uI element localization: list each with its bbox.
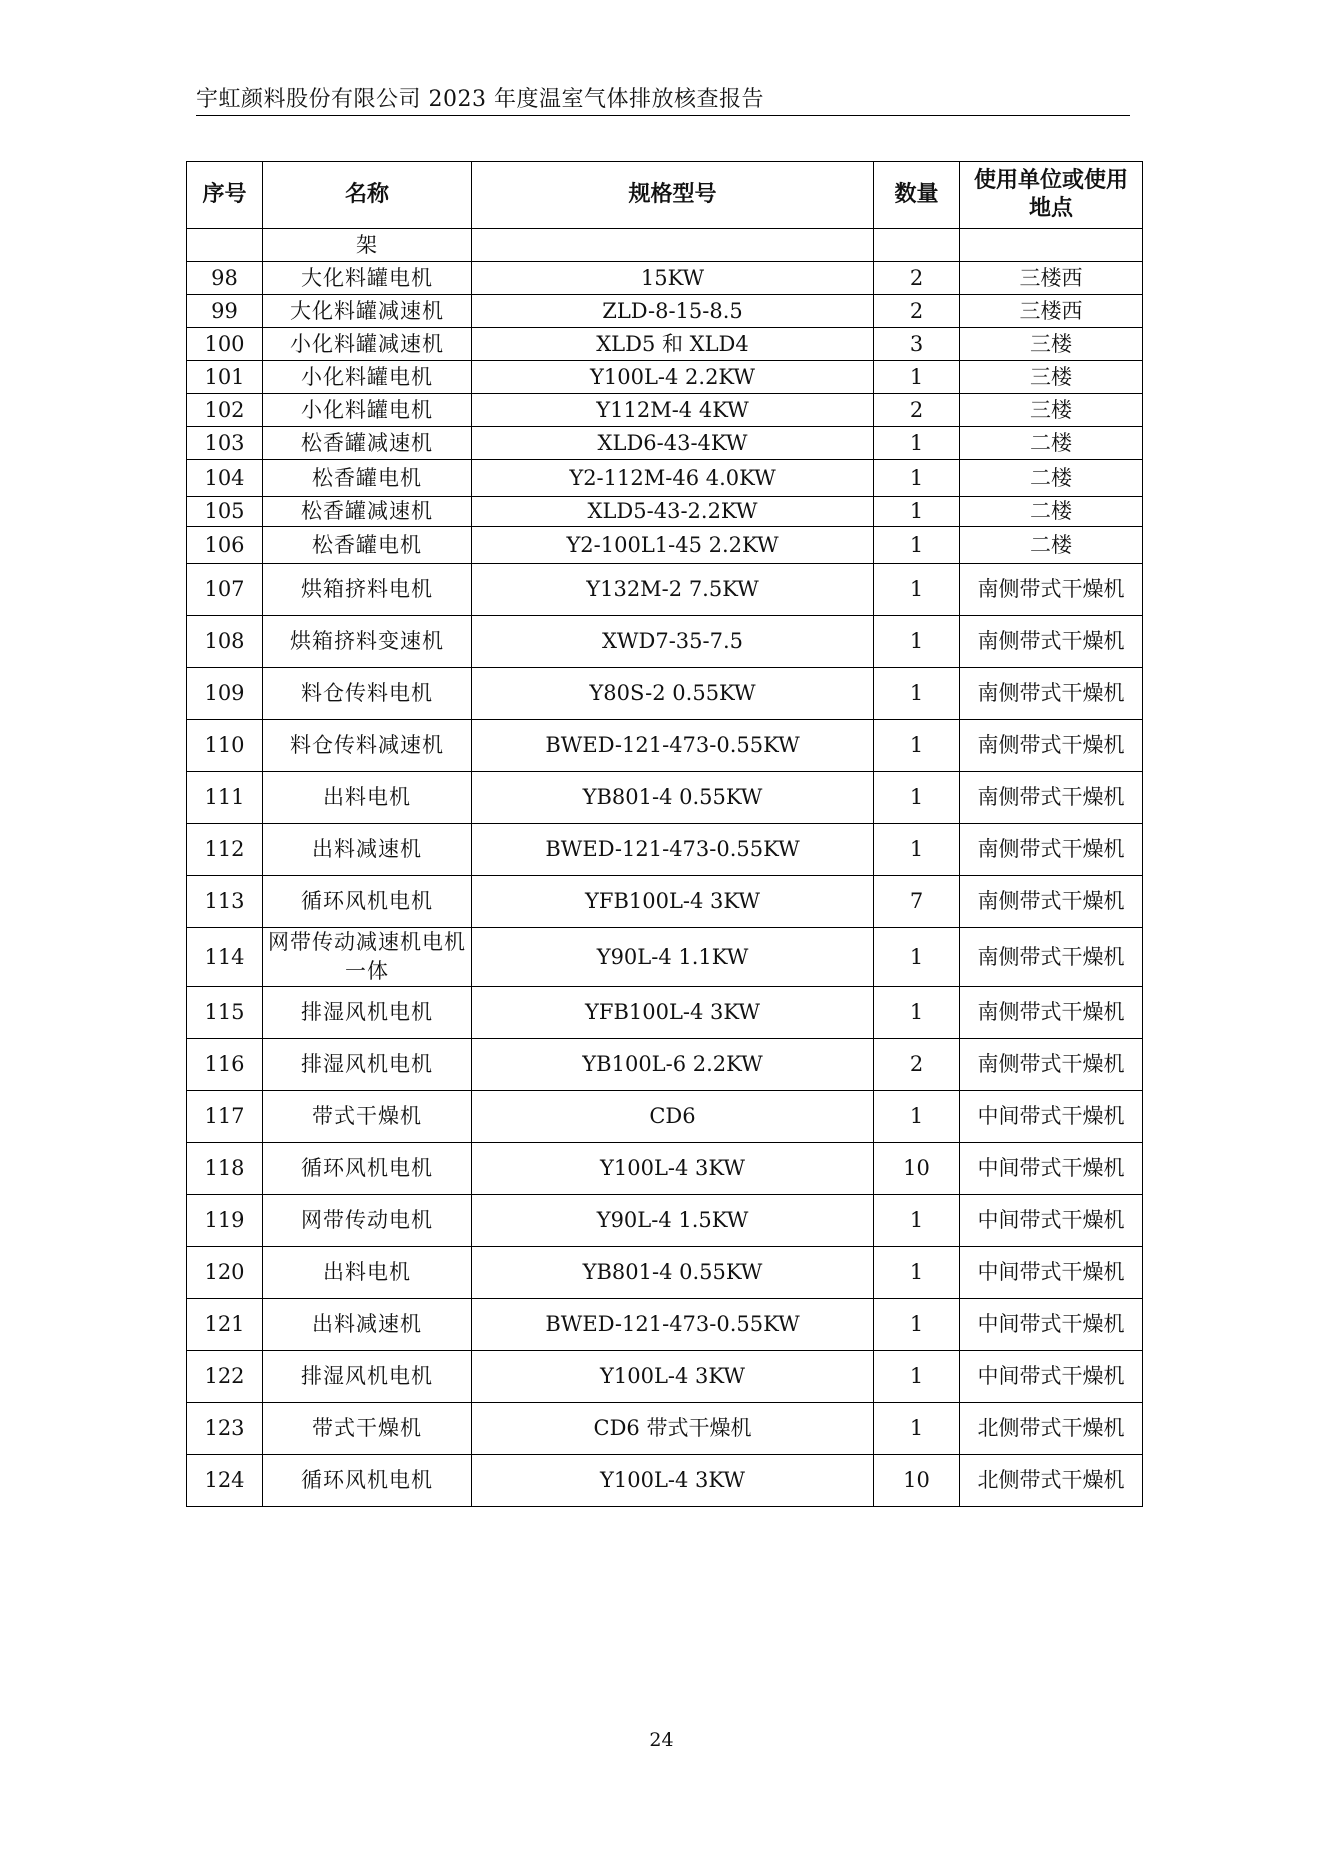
cell-no: 121: [187, 1299, 263, 1351]
cell-name: 出料减速机: [263, 1299, 472, 1351]
table-row: [187, 460, 1143, 497]
cell-spec: BWED-121-473-0.55KW: [472, 1299, 874, 1351]
table-row: [187, 772, 1143, 824]
cell-qty: 2: [874, 394, 960, 427]
cell-no: 118: [187, 1143, 263, 1195]
cell-spec: CD6: [472, 1091, 874, 1143]
cell-name: 出料电机: [263, 772, 472, 824]
cell-spec: Y100L-4 3KW: [472, 1143, 874, 1195]
cell-location: 南侧带式干燥机: [960, 928, 1143, 987]
cell-no: 124: [187, 1455, 263, 1507]
cell-qty: 1: [874, 1299, 960, 1351]
cell-spec: Y132M-2 7.5KW: [472, 564, 874, 616]
cell-qty: 1: [874, 427, 960, 460]
cell-no: 109: [187, 668, 263, 720]
cell-spec: Y80S-2 0.55KW: [472, 668, 874, 720]
cell-qty: 1: [874, 616, 960, 668]
cell-location: 中间带式干燥机: [960, 1299, 1143, 1351]
table-row: [187, 1195, 1143, 1247]
page-number: 24: [649, 1729, 674, 1751]
cell-location: 三楼西: [960, 295, 1143, 328]
cell-name: 带式干燥机: [263, 1403, 472, 1455]
table-header-row: [187, 162, 1143, 229]
cell-spec: XLD5 和 XLD4: [472, 328, 874, 361]
cell-no: 101: [187, 361, 263, 394]
cell-qty: 1: [874, 361, 960, 394]
cell-spec: YB801-4 0.55KW: [472, 1247, 874, 1299]
cell-location: 三楼: [960, 328, 1143, 361]
cell-name: 排湿风机电机: [263, 1351, 472, 1403]
cell-spec: ZLD-8-15-8.5: [472, 295, 874, 328]
cell-no: 111: [187, 772, 263, 824]
table-row: [187, 1455, 1143, 1507]
cell-qty: 1: [874, 1195, 960, 1247]
table-row: [187, 497, 1143, 527]
cell-location: 南侧带式干燥机: [960, 987, 1143, 1039]
cell-qty: 2: [874, 295, 960, 328]
cell-qty: 1: [874, 1403, 960, 1455]
cell-no: 112: [187, 824, 263, 876]
cell-spec: XWD7-35-7.5: [472, 616, 874, 668]
cell-location: 南侧带式干燥机: [960, 1039, 1143, 1091]
cell-spec: Y100L-4 2.2KW: [472, 361, 874, 394]
cell-location: 三楼: [960, 394, 1143, 427]
cell-name: 烘箱挤料电机: [263, 564, 472, 616]
cell-name: 大化料罐减速机: [263, 295, 472, 328]
cell-name: 松香罐电机: [263, 527, 472, 564]
cell-qty: 3: [874, 328, 960, 361]
cell-location: 中间带式干燥机: [960, 1195, 1143, 1247]
cell-name: 带式干燥机: [263, 1091, 472, 1143]
cell-qty: 1: [874, 928, 960, 987]
cell-qty: 1: [874, 497, 960, 527]
continuation-name: 架: [263, 229, 472, 262]
cell-qty: 1: [874, 987, 960, 1039]
cell-name: 松香罐减速机: [263, 497, 472, 527]
cell-location: 北侧带式干燥机: [960, 1403, 1143, 1455]
report-header: 宇虹颜料股份有限公司 2023 年度温室气体排放核查报告: [196, 87, 764, 112]
table-row: [187, 1403, 1143, 1455]
cell-location: 中间带式干燥机: [960, 1091, 1143, 1143]
cell-qty: 10: [874, 1455, 960, 1507]
cell-location: 中间带式干燥机: [960, 1351, 1143, 1403]
cell-name: 烘箱挤料变速机: [263, 616, 472, 668]
cell-location: 三楼西: [960, 262, 1143, 295]
cell-name: 排湿风机电机: [263, 987, 472, 1039]
cell-name: 小化料罐减速机: [263, 328, 472, 361]
cell-qty: 1: [874, 720, 960, 772]
cell-spec: CD6 带式干燥机: [472, 1403, 874, 1455]
equipment-table: [186, 161, 1143, 1507]
table-row: [187, 427, 1143, 460]
cell-qty: 1: [874, 824, 960, 876]
cell-location: 三楼: [960, 361, 1143, 394]
column-header-qty: 数量: [874, 162, 960, 229]
table-row: [187, 668, 1143, 720]
cell-spec: Y2-100L1-45 2.2KW: [472, 527, 874, 564]
table-row: [187, 824, 1143, 876]
cell-no: 99: [187, 295, 263, 328]
cell-spec: XLD5-43-2.2KW: [472, 497, 874, 527]
cell-no: 103: [187, 427, 263, 460]
cell-name: 松香罐减速机: [263, 427, 472, 460]
cell-name: 出料电机: [263, 1247, 472, 1299]
cell-qty: 1: [874, 1091, 960, 1143]
column-header-name: 名称: [263, 162, 472, 229]
cell-no: 115: [187, 987, 263, 1039]
column-header-no: 序号: [187, 162, 263, 229]
cell-location: 中间带式干燥机: [960, 1247, 1143, 1299]
cell-spec: XLD6-43-4KW: [472, 427, 874, 460]
cell-spec: Y90L-4 1.5KW: [472, 1195, 874, 1247]
table-row: [187, 328, 1143, 361]
table-row: [187, 720, 1143, 772]
cell-name: 料仓传料减速机: [263, 720, 472, 772]
cell-spec: Y90L-4 1.1KW: [472, 928, 874, 987]
column-header-spec: 规格型号: [472, 162, 874, 229]
cell-location: 南侧带式干燥机: [960, 824, 1143, 876]
cell-spec: YB100L-6 2.2KW: [472, 1039, 874, 1091]
cell-qty: 10: [874, 1143, 960, 1195]
cell-no: 106: [187, 527, 263, 564]
cell-spec: Y100L-4 3KW: [472, 1455, 874, 1507]
cell-spec: Y112M-4 4KW: [472, 394, 874, 427]
cell-qty: 2: [874, 1039, 960, 1091]
cell-no: 119: [187, 1195, 263, 1247]
table-row: [187, 361, 1143, 394]
cell-qty: 1: [874, 527, 960, 564]
header-rule: [196, 115, 1130, 116]
cell-location: 南侧带式干燥机: [960, 772, 1143, 824]
cell-qty: 1: [874, 1247, 960, 1299]
cell-name: 大化料罐电机: [263, 262, 472, 295]
cell-spec: BWED-121-473-0.55KW: [472, 824, 874, 876]
table-row: [187, 987, 1143, 1039]
table-row: [187, 1299, 1143, 1351]
cell-location: 北侧带式干燥机: [960, 1455, 1143, 1507]
cell-qty: 1: [874, 460, 960, 497]
table-row: [187, 616, 1143, 668]
cell-no: 104: [187, 460, 263, 497]
cell-qty: 1: [874, 772, 960, 824]
cell-qty: 1: [874, 564, 960, 616]
cell-no: 110: [187, 720, 263, 772]
cell-no: 120: [187, 1247, 263, 1299]
table-row: [187, 1351, 1143, 1403]
cell-name: 出料减速机: [263, 824, 472, 876]
cell-no: 116: [187, 1039, 263, 1091]
cell-no: 107: [187, 564, 263, 616]
table-row: [187, 394, 1143, 427]
cell-no: 108: [187, 616, 263, 668]
continuation-row: [187, 229, 1143, 262]
cell-name: 网带传动电机: [263, 1195, 472, 1247]
cell-no: 123: [187, 1403, 263, 1455]
cell-location: 南侧带式干燥机: [960, 668, 1143, 720]
table-row: [187, 1039, 1143, 1091]
table-row: [187, 928, 1143, 987]
cell-location: 二楼: [960, 527, 1143, 564]
cell-spec: Y2-112M-46 4.0KW: [472, 460, 874, 497]
cell-name: 小化料罐电机: [263, 394, 472, 427]
cell-no: 100: [187, 328, 263, 361]
cell-no: 105: [187, 497, 263, 527]
cell-qty: 1: [874, 1351, 960, 1403]
cell-qty: 1: [874, 668, 960, 720]
cell-no: 102: [187, 394, 263, 427]
cell-location: 二楼: [960, 460, 1143, 497]
cell-location: 二楼: [960, 427, 1143, 460]
cell-no: 98: [187, 262, 263, 295]
cell-location: 中间带式干燥机: [960, 1143, 1143, 1195]
cell-location: 南侧带式干燥机: [960, 720, 1143, 772]
cell-no: 122: [187, 1351, 263, 1403]
table-row: [187, 1247, 1143, 1299]
table-row: [187, 564, 1143, 616]
cell-name: 循环风机电机: [263, 1143, 472, 1195]
cell-name: 循环风机电机: [263, 1455, 472, 1507]
cell-spec: 15KW: [472, 262, 874, 295]
cell-qty: 2: [874, 262, 960, 295]
cell-no: 113: [187, 876, 263, 928]
cell-name: 排湿风机电机: [263, 1039, 472, 1091]
cell-location: 二楼: [960, 497, 1143, 527]
table-row: [187, 295, 1143, 328]
cell-spec: BWED-121-473-0.55KW: [472, 720, 874, 772]
table-row: [187, 1091, 1143, 1143]
cell-name: 小化料罐电机: [263, 361, 472, 394]
cell-name: 松香罐电机: [263, 460, 472, 497]
cell-spec: YB801-4 0.55KW: [472, 772, 874, 824]
cell-name: 网带传动减速机电机一体: [263, 928, 472, 987]
cell-no: 117: [187, 1091, 263, 1143]
table-row: [187, 876, 1143, 928]
cell-location: 南侧带式干燥机: [960, 616, 1143, 668]
table-row: [187, 527, 1143, 564]
table-row: [187, 1143, 1143, 1195]
cell-spec: YFB100L-4 3KW: [472, 876, 874, 928]
cell-name: 循环风机电机: [263, 876, 472, 928]
cell-location: 南侧带式干燥机: [960, 564, 1143, 616]
cell-name: 料仓传料电机: [263, 668, 472, 720]
cell-no: 114: [187, 928, 263, 987]
table-body: [187, 229, 1143, 1507]
cell-spec: YFB100L-4 3KW: [472, 987, 874, 1039]
cell-spec: Y100L-4 3KW: [472, 1351, 874, 1403]
column-header-location: 使用单位或使用地点: [960, 162, 1143, 229]
cell-location: 南侧带式干燥机: [960, 876, 1143, 928]
table-row: [187, 262, 1143, 295]
cell-qty: 7: [874, 876, 960, 928]
